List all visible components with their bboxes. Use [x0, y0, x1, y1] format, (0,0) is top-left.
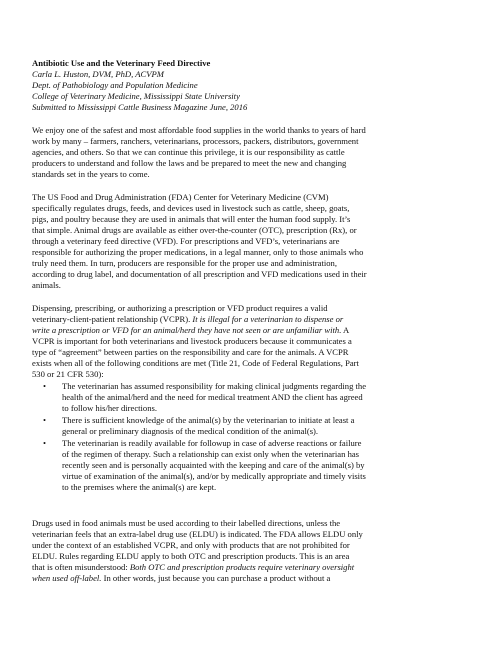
- bullet-line: to the premises where the animal(s) are kept.: [62, 482, 217, 492]
- bullet-line: The veterinarian has assumed responsibility for making clinical judgments regarding the: [62, 381, 367, 391]
- p3-emphasis: write a prescription or VFD for an animal/herd they have not seen or are unfamiliar with.: [32, 325, 342, 335]
- p2-line: according to drug label, and documentation of all prescription and VFD medications used in their: [32, 269, 367, 279]
- bullet-line: general or preliminary diagnosis of the medical condition of the animal(s).: [62, 426, 319, 436]
- p4-emphasis: Both OTC and prescription products require veterinary oversight: [129, 562, 355, 572]
- bullet-line: to follow his/her directions.: [62, 403, 157, 413]
- p2-line: pigs, and poultry because they are used in animals that will enter the human food supply. It’s: [32, 214, 351, 224]
- p3-line: type of “agreement” between parties on the responsibility and care for the animals. A VCPR: [32, 347, 349, 357]
- bullet-line: of the regimen of therapy. Such a relationship can exist only when the veterinarian has: [62, 449, 360, 459]
- p3-line: exists when all of the following conditions are met (Title 21, Code of Federal Regulations, Part: [32, 358, 359, 368]
- p3-line: [32, 314, 343, 324]
- p3-text: veterinary-client-patient relationship (VCPR).: [32, 314, 193, 324]
- p1-line: producers to understand and follow the laws and be prepared to meet the new and changing: [32, 158, 347, 168]
- bullet-marker: •: [43, 438, 47, 448]
- p4-text: In other words, just because you can purchase a product without a: [101, 573, 331, 583]
- college-line: College of Veterinary Medicine, Mississippi State University: [32, 91, 240, 101]
- p4-line: [32, 562, 354, 572]
- p4-line: [32, 573, 330, 583]
- doc-title: Antibiotic Use and the Veterinary Feed Directive: [32, 58, 211, 68]
- p4-line: veterinarian feels that an extra-label drug use (ELDU) is indicated. The FDA allows ELDU only: [32, 529, 363, 539]
- p3-line: Dispensing, prescribing, or authorizing a prescription or VFD product requires a valid: [32, 303, 328, 313]
- p3-text: A: [341, 325, 350, 335]
- p3-emphasis: It is illegal for a veterinarian to dispense or: [192, 314, 344, 324]
- submitted-line: Submitted to Mississippi Cattle Business Magazine June, 2016: [32, 102, 248, 112]
- bullet-line: recently seen and is personally acquainted with the keeping and care of the animal(s) by: [62, 460, 365, 470]
- p3-line: [32, 325, 349, 335]
- bullet-line: health of the animal/herd and the need for medical treatment AND the client has agreed: [62, 392, 363, 402]
- bullet-line: There is sufficient knowledge of the animal(s) by the veterinarian to initiate at least a: [62, 415, 355, 425]
- bullet-line: virtue of examination of the animal(s), and/or by medically appropriate and timely visits: [62, 471, 366, 481]
- p1-line: work by many – farmers, ranchers, veterinarians, processors, packers, distributors, government: [32, 136, 359, 146]
- p4-line: under the context of an established VCPR, and only with products that are not prohibited for: [32, 540, 350, 550]
- p4-line: ELDU. Rules regarding ELDU apply to both OTC and prescription products. This is an area: [32, 551, 350, 561]
- p3-line: 530 or 21 CFR 530):: [32, 369, 104, 379]
- p2-line: through a veterinary feed directive (VFD). For prescriptions and VFD’s, veterinarians are: [32, 236, 340, 246]
- p2-line: specifically regulates drugs, feeds, and devices used in livestock such as cattle, sheep, goats,: [32, 203, 350, 213]
- author-line: Carla L. Huston, DVM, PhD, ACVPM: [32, 69, 164, 79]
- p2-line: that simple. Animal drugs are available as either over-the-counter (OTC), prescription (Rx), or: [32, 225, 357, 235]
- bullet-line: The veterinarian is readily available for followup in case of adverse reactions or failure: [62, 438, 362, 448]
- p4-text: that is often misunderstood:: [32, 562, 130, 572]
- p1-line: agencies, and others. So that we can continue this privilege, it is our responsibility as cattle: [32, 147, 345, 157]
- p3-line: VCPR is important for both veterinarians and livestock producers because it communicates a: [32, 336, 352, 346]
- p1-line: standards set in the years to come.: [32, 169, 150, 179]
- bullet-marker: •: [43, 381, 47, 391]
- p4-line: Drugs used in food animals must be used according to their labelled directions, unless the: [32, 518, 341, 528]
- p1-line: We enjoy one of the safest and most affordable food supplies in the world thanks to years of hard: [32, 125, 366, 135]
- department-line: Dept. of Pathobiology and Population Medicine: [32, 80, 198, 90]
- p2-line: animals.: [32, 280, 61, 290]
- p4-emphasis: when used off-label.: [32, 573, 102, 583]
- p2-line: truly need them. In turn, producers are responsible for the proper use and administration,: [32, 258, 337, 268]
- bullet-marker: •: [43, 415, 47, 425]
- p2-line: The US Food and Drug Administration (FDA) Center for Veterinary Medicine (CVM): [32, 192, 329, 202]
- p2-line: responsible for authorizing the proper medications, in a legal manner, only to those animals who: [32, 247, 364, 257]
